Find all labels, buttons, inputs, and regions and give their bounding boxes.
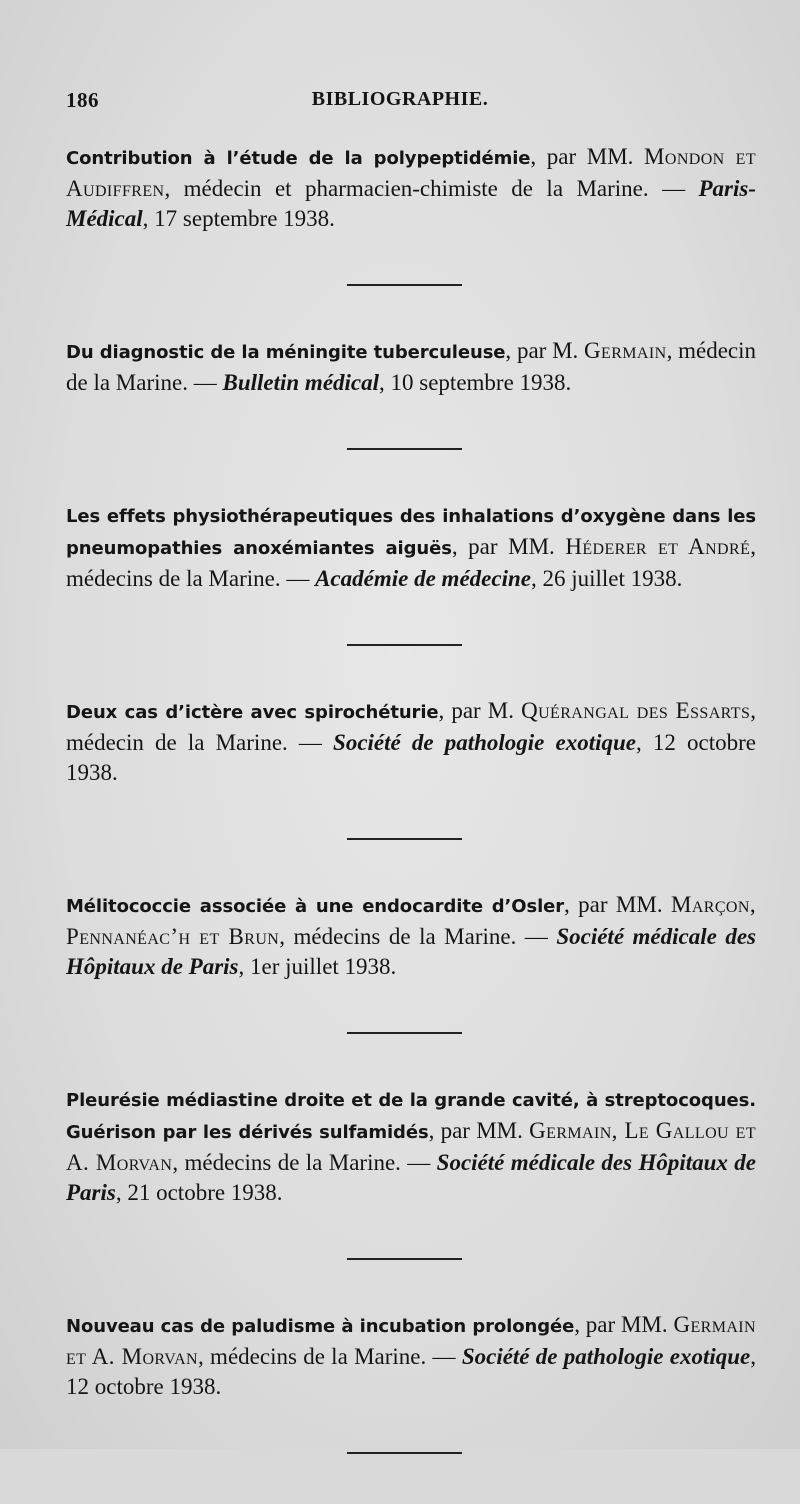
entry-authors: Germain et A. Morvan (66, 1312, 756, 1369)
bibliography-entry (66, 142, 756, 234)
entry-role: , médecins de la Marine. — (279, 924, 557, 949)
running-title: BIBLIOGRAPHIE. (311, 88, 489, 110)
bibliography-entry (66, 336, 756, 398)
page-number: 186 (66, 88, 99, 112)
entry-journal: Société médicale des Hôpitaux de Paris (66, 1150, 756, 1205)
entry-date: , 1er juillet 1938. (238, 954, 397, 979)
separator-rule (347, 1258, 462, 1260)
entry-title: Nouveau cas de paludisme à incubation prolongée (66, 1316, 575, 1337)
entry-title: Contribution à l’étude de la polypeptidémie (66, 148, 531, 169)
separator-rule (347, 838, 462, 840)
entry-journal: Paris-Médical (66, 176, 756, 231)
separator-rule (347, 1452, 462, 1454)
separator-rule (347, 644, 462, 646)
bibliography-entry (66, 1084, 756, 1208)
entry-title: Mélitococcie associée à une endocardite d’Osler (66, 896, 565, 917)
entry-connector: , par MM. (564, 892, 671, 917)
entry-date: , 17 septembre 1938. (142, 206, 335, 231)
entry-authors: Germain (584, 338, 667, 363)
entry-role: , médecin et pharmacien-chimiste de la Marine. — (164, 176, 699, 201)
bibliography-list (66, 142, 756, 1504)
separator-rule (347, 284, 462, 286)
entry-connector: , par MM. (428, 1118, 530, 1143)
entry-date: , 12 octobre 1938. (66, 1344, 756, 1399)
page-header (66, 88, 734, 118)
bibliography-entry (66, 1310, 756, 1402)
entry-date: , 10 septembre 1938. (379, 370, 572, 395)
entry-date: , 26 juillet 1938. (530, 566, 683, 591)
entry-journal: Bulletin médical (222, 370, 380, 395)
entry-authors: Mondon et Audiffren (66, 144, 756, 201)
entry-role: , médecin de la Marine. — (66, 698, 757, 755)
entry-title: Du diagnostic de la méningite tuberculeuse (66, 342, 506, 363)
bibliography-entry (66, 696, 756, 788)
entry-journal: Académie de médecine (315, 566, 531, 591)
entry-authors: Héderer et André (565, 534, 751, 559)
bibliography-entry (66, 890, 756, 982)
entry-connector: , par M. (505, 338, 585, 363)
separator-rule (347, 448, 462, 450)
entry-role: , médecin de la Marine. — (66, 338, 756, 395)
entry-title: Les effets physiothérapeutiques des inhalations d’oxygène dans les pneumopathies anoxémiantes aiguës (66, 506, 756, 559)
entry-title: Pleurésie médiastine droite et de la grande cavité, à streptocoques. Guérison par les dérivés sulfamidés (66, 1090, 756, 1143)
entry-date: , 12 octobre 1938. (66, 730, 756, 785)
entry-date: , 21 octobre 1938. (115, 1180, 283, 1205)
entry-connector: , par MM. (451, 534, 566, 559)
entry-title: Deux cas d’ictère avec spirochéturie (66, 702, 439, 723)
bibliography-entry (66, 500, 756, 594)
entry-role: , médecins de la Marine. — (198, 1344, 462, 1369)
entry-journal: Société médicale des Hôpitaux de Paris (66, 924, 756, 979)
separator-rule (347, 1032, 462, 1034)
entry-journal: Société de pathologie exotique (461, 1344, 751, 1369)
entry-authors: Quérangal des Essarts (521, 698, 751, 723)
entry-authors: Marçon, Pennanéac’h et Brun (66, 892, 756, 949)
entry-role: , médecins de la Marine. — (66, 534, 756, 591)
entry-connector: , par MM. (574, 1312, 674, 1337)
entry-journal: Société de pathologie exotique (333, 730, 637, 755)
entry-role: , médecins de la Marine. — (172, 1150, 437, 1175)
entry-authors: Germain, Le Gallou et A. Morvan (66, 1118, 756, 1175)
entry-connector: , par MM. (530, 144, 645, 169)
entry-connector: , par M. (438, 698, 522, 723)
